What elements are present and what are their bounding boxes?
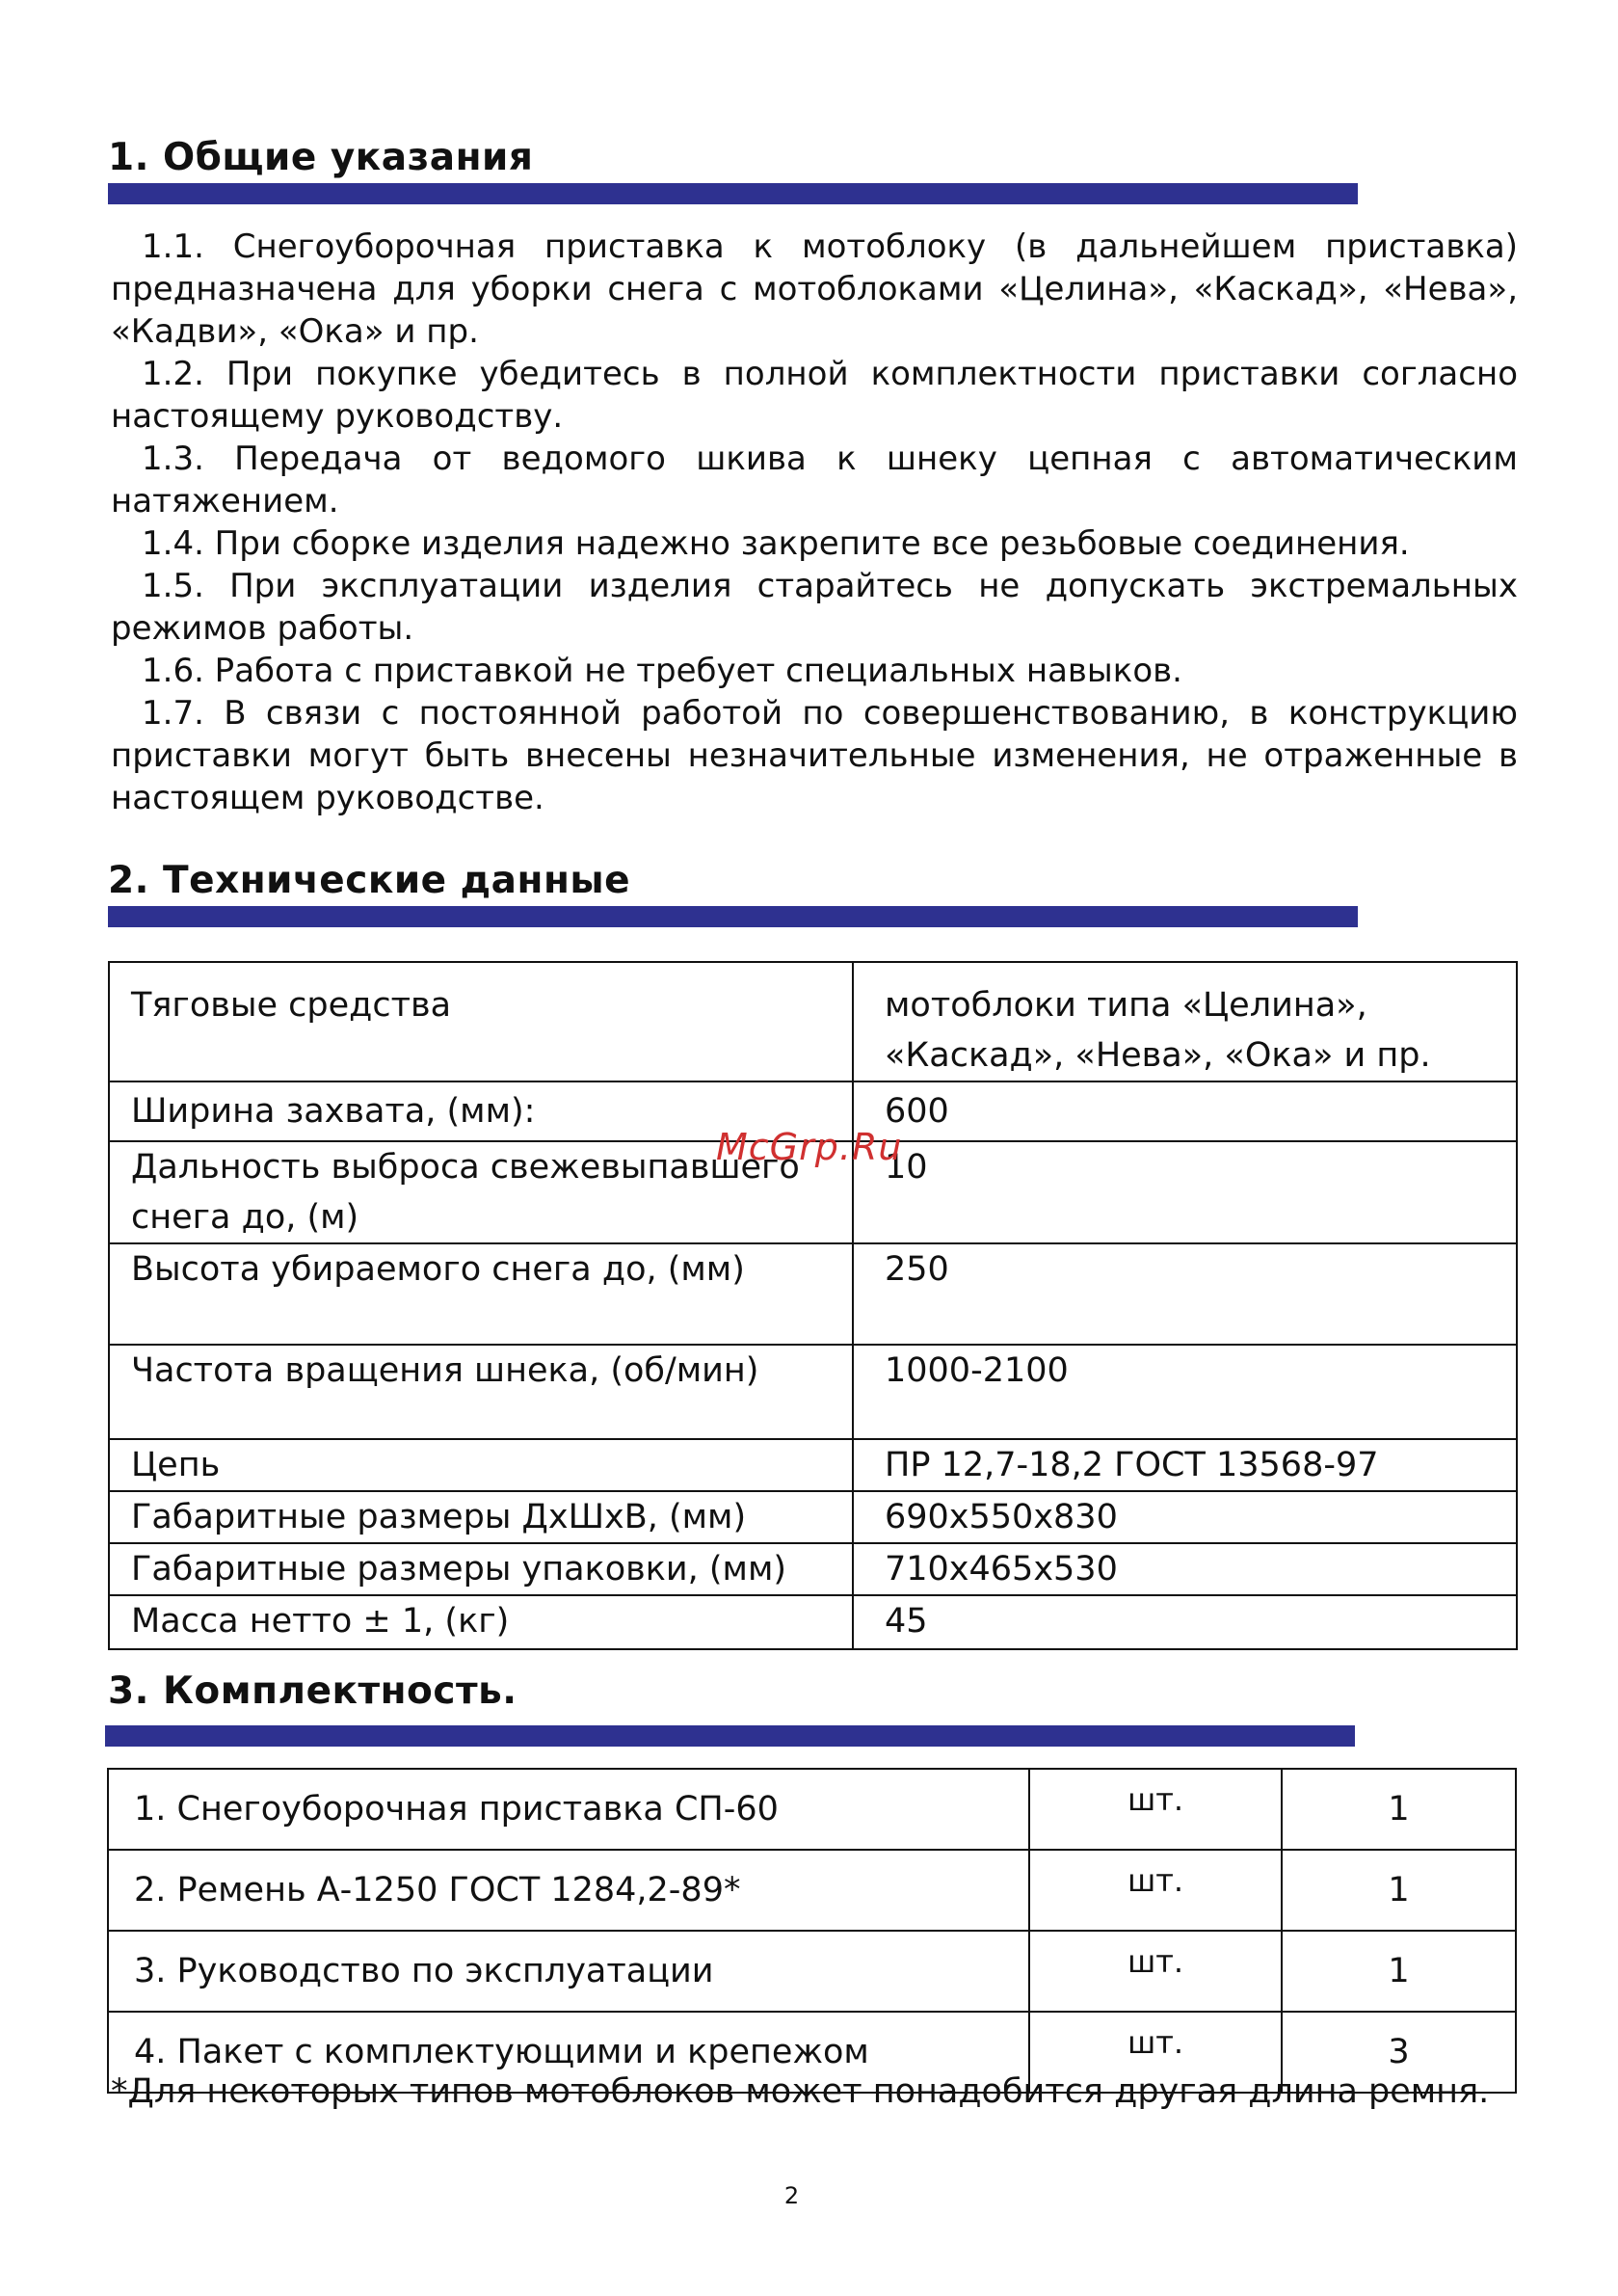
spec-value: 690х550х830 bbox=[853, 1491, 1517, 1543]
spec-label: Цепь bbox=[109, 1439, 853, 1491]
spec-value: ПР 12,7-18,2 ГОСТ 13568-97 bbox=[853, 1439, 1517, 1491]
spec-value: 250 bbox=[853, 1243, 1517, 1345]
table-row bbox=[108, 1850, 1516, 1931]
paragraph-1-5: 1.5. При эксплуатации изделия старайтесь не допускать экстремальных режимов работы. bbox=[111, 567, 1518, 648]
spec-value: 10 bbox=[853, 1141, 1517, 1243]
table-row bbox=[108, 1769, 1516, 1850]
general-instructions bbox=[111, 226, 1518, 819]
table-row bbox=[109, 1243, 1517, 1345]
spec-label: Высота убираемого снега до, (мм) bbox=[109, 1243, 853, 1345]
page-number: 2 bbox=[783, 2182, 800, 2209]
section3-rule bbox=[105, 1725, 1355, 1747]
paragraph-1-7: 1.7. В связи с постоянной работой по совершенствованию, в конструкцию приставки могут быть внесены незначительные изменения, не отраженные в настоящем руководстве. bbox=[111, 694, 1518, 817]
spec-label: Габаритные размеры упаковки, (мм) bbox=[109, 1543, 853, 1595]
watermark: McGrp.Ru bbox=[716, 1126, 903, 1168]
completeness-table bbox=[107, 1768, 1517, 2094]
kit-qty: 1 bbox=[1282, 1769, 1516, 1850]
kit-item: 1. Снегоуборочная приставка СП-60 bbox=[108, 1769, 1029, 1850]
kit-item: 2. Ремень А-1250 ГОСТ 1284,2-89* bbox=[108, 1850, 1029, 1931]
section3-title: 3. Комплектность. bbox=[108, 1669, 517, 1713]
spec-value: 710х465х530 bbox=[853, 1543, 1517, 1595]
paragraph-1-2: 1.2. При покупке убедитесь в полной комплектности приставки согласно настоящему руководству. bbox=[111, 355, 1518, 436]
section1-title: 1. Общие указания bbox=[108, 136, 534, 179]
section2-title: 2. Технические данные bbox=[108, 859, 631, 902]
paragraph-1-3: 1.3. Передача от ведомого шкива к шнеку цепная с автоматическим натяжением. bbox=[111, 440, 1518, 521]
section2-rule bbox=[108, 906, 1358, 927]
section1-rule bbox=[108, 183, 1358, 204]
kit-unit: шт. bbox=[1029, 1931, 1282, 2012]
table-row bbox=[109, 962, 1517, 1081]
table-row bbox=[109, 1439, 1517, 1491]
kit-qty: 1 bbox=[1282, 1850, 1516, 1931]
paragraph-1-1: 1.1. Снегоуборочная приставка к мотоблоку (в дальнейшем приставка) предназначена для уборки снега с мотоблоками «Целина», «Каскад», «Нева», «Кадви», «Ока» и пр. bbox=[111, 227, 1518, 351]
table-row bbox=[109, 1595, 1517, 1649]
kit-unit: шт. bbox=[1029, 2012, 1282, 2093]
spec-value: 45 bbox=[853, 1595, 1517, 1649]
footnote: *Для некоторых типов мотоблоков может понадобится другая длина ремня. bbox=[111, 2072, 1490, 2111]
spec-value: 1000-2100 bbox=[853, 1345, 1517, 1439]
spec-value: 600 bbox=[853, 1081, 1517, 1141]
table-row bbox=[109, 1543, 1517, 1595]
spec-label: Габаритные размеры ДхШхВ, (мм) bbox=[109, 1491, 853, 1543]
spec-label: Тяговые средства bbox=[109, 962, 853, 1081]
spec-label: Ширина захвата, (мм): bbox=[109, 1081, 853, 1141]
paragraph-1-6: 1.6. Работа с приставкой не требует специальных навыков. bbox=[142, 652, 1182, 690]
table-row bbox=[109, 1345, 1517, 1439]
kit-item: 4. Пакет с комплектующими и крепежом bbox=[108, 2012, 1029, 2093]
spec-label: Частота вращения шнека, (об/мин) bbox=[109, 1345, 853, 1439]
paragraph-1-4: 1.4. При сборке изделия надежно закрепите все резьбовые соединения. bbox=[142, 524, 1410, 563]
spec-value: мотоблоки типа «Целина», «Каскад», «Нева», «Ока» и пр. bbox=[853, 962, 1517, 1081]
kit-unit: шт. bbox=[1029, 1850, 1282, 1931]
spec-label: Дальность выброса свежевыпавшего снега до, (м) bbox=[109, 1141, 853, 1243]
kit-item: 3. Руководство по эксплуатации bbox=[108, 1931, 1029, 2012]
kit-qty: 3 bbox=[1282, 2012, 1516, 2093]
kit-qty: 1 bbox=[1282, 1931, 1516, 2012]
spec-label: Масса нетто ± 1, (кг) bbox=[109, 1595, 853, 1649]
table-row bbox=[109, 1491, 1517, 1543]
kit-unit: шт. bbox=[1029, 1769, 1282, 1850]
technical-data-table bbox=[108, 961, 1518, 1650]
table-row bbox=[108, 1931, 1516, 2012]
